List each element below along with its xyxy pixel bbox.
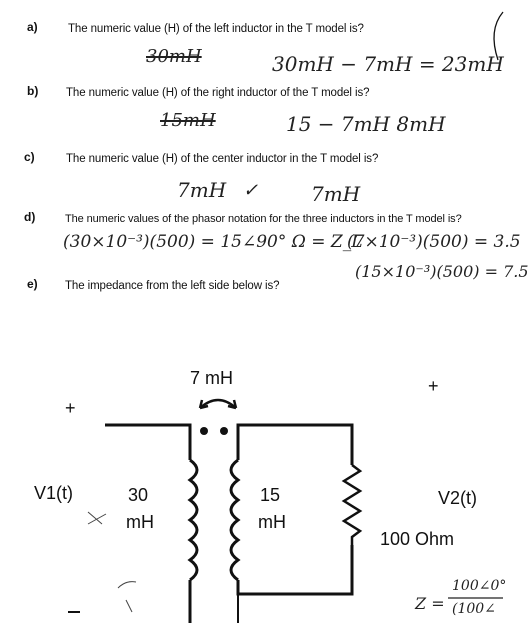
- question-c-label: c): [24, 150, 35, 164]
- left-inductor-value: 30: [128, 485, 149, 505]
- plus-left: +: [65, 398, 76, 418]
- v2-label: V2(t): [438, 488, 478, 508]
- resistor-label: 100 Ohm: [380, 529, 455, 549]
- question-e-label: e): [27, 277, 38, 291]
- left-inductor-unit: mH: [126, 512, 154, 532]
- question-b-label: b): [27, 84, 39, 98]
- resistor-zigzag: [344, 465, 360, 545]
- mutual-inductance-label: 7 mH: [190, 368, 234, 388]
- handwriting-d-line1: (30×10⁻³)(500) = 15∠90° Ω = Z_L: [63, 232, 363, 252]
- question-c-text: The numeric value (H) of the center inductor in the T model is?: [66, 153, 379, 165]
- handwriting-a-answer: 30mH − 7mH = 23mH: [272, 52, 504, 76]
- handwriting-c-left: 7mH: [177, 178, 227, 202]
- handwriting-b-crossed: 15mH: [160, 110, 216, 131]
- right-inductor-coil: [231, 460, 238, 580]
- left-top-wire: [105, 425, 190, 460]
- question-e-text: The impedance from the left side below is?: [65, 280, 280, 292]
- handwriting-a-crossed: 30mH: [146, 46, 202, 67]
- right-bottom-wire: [238, 545, 352, 594]
- question-b-text: The numeric value (H) of the right inductor of the T model is?: [66, 87, 370, 99]
- handwriting-d-line1-right: (7×10⁻³)(500) = 3.5: [347, 232, 521, 252]
- left-inductor-coil: [190, 460, 197, 580]
- edge-circle-mark: [494, 12, 503, 60]
- v1-label: V1(t): [34, 483, 74, 503]
- right-top-wire: [238, 425, 352, 465]
- handwriting-c-right: 7mH: [311, 182, 361, 206]
- plus-right: +: [428, 376, 439, 396]
- z-numerator: 100∠0°: [452, 578, 507, 594]
- pencil-scribble: [88, 512, 106, 524]
- handwriting-b-answer: 15 − 7mH 8mH: [286, 112, 446, 136]
- handwriting-c-check: ✓: [243, 180, 259, 201]
- handwriting-d-line2-right: (15×10⁻³)(500) = 7.5: [355, 262, 529, 281]
- question-a-text: The numeric value (H) of the left inductor in the T model is?: [68, 23, 364, 35]
- z-prefix: Z =: [415, 594, 445, 613]
- question-d-text: The numeric values of the phasor notation for the three inductors in the T model is?: [65, 213, 462, 225]
- question-a-label: a): [27, 20, 38, 34]
- pencil-scribble-2: [118, 582, 136, 612]
- question-d-label: d): [24, 210, 36, 224]
- left-polarity-dot: [200, 427, 208, 435]
- right-polarity-dot: [220, 427, 228, 435]
- z-denominator: (100∠: [452, 601, 496, 617]
- right-inductor-value: 15: [260, 485, 281, 505]
- right-inductor-unit: mH: [258, 512, 286, 532]
